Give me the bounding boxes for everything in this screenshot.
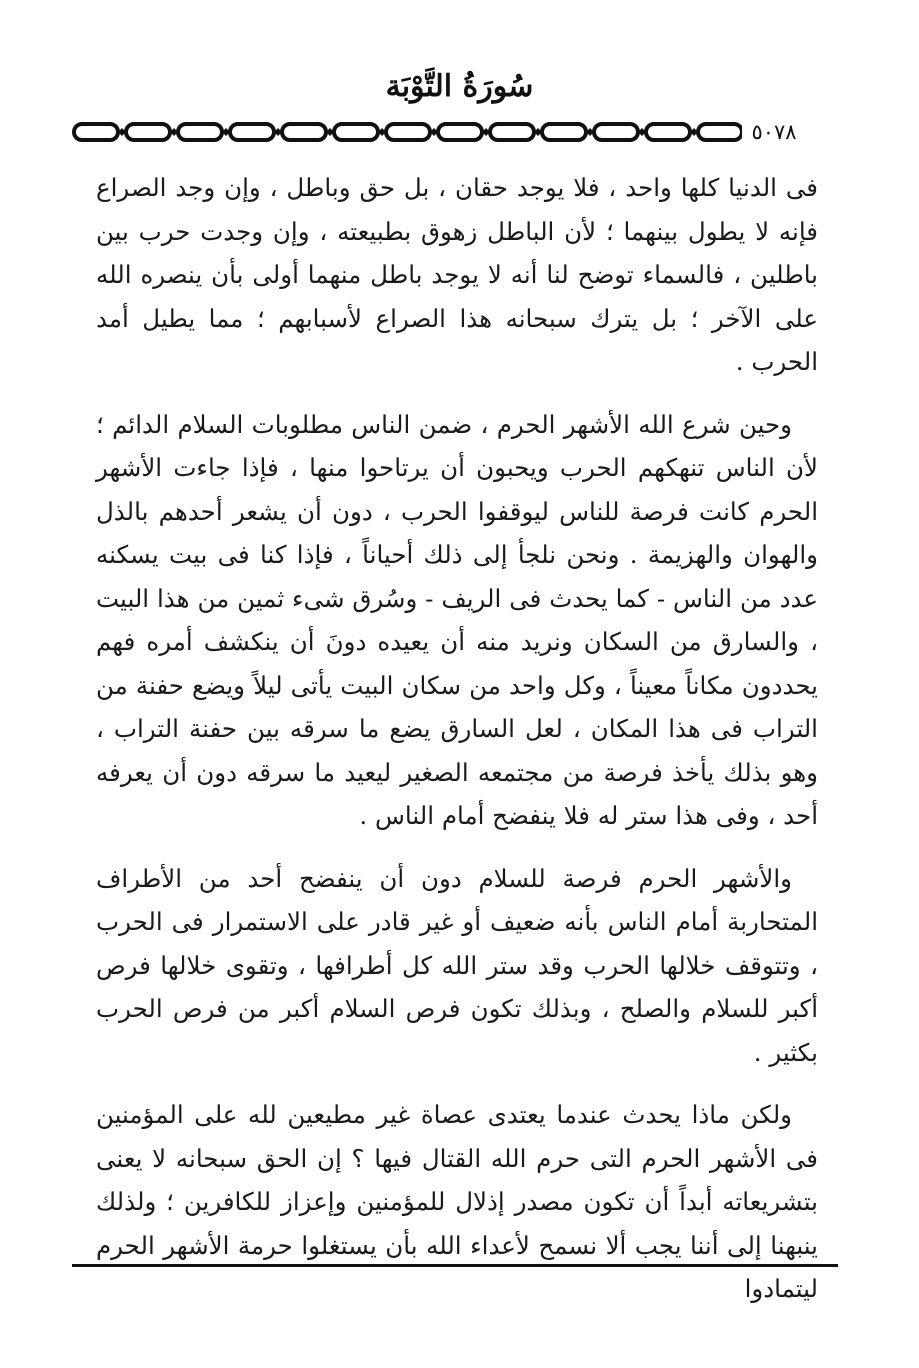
footer-rule: [72, 1264, 838, 1267]
chain-link: [334, 124, 378, 140]
chain-link: [490, 124, 534, 140]
chain-link: [386, 124, 430, 140]
chain-link: [126, 124, 170, 140]
paragraph-1: فى الدنيا كلها واحد ، فلا يوجد حقان ، بل حق وباطل ، وإن وجد الصراع فإنه لا يطول بينهما ؛ لأن الباطل زهوق بطبيعته ، وإن وجدت حرب بين باطلين ، فالسماء توضح لنا أنه لا يوجد باطل منهما أولى بأن ينصره الله على الآخر ؛ بل يترك سبحانه هذا الصراع لأسبابهم ؛ مما يطيل أمد الحرب .: [96, 173, 818, 376]
chain-link: [542, 124, 586, 140]
paragraph-4: ولكن ماذا يحدث عندما يعتدى عصاة غير مطيعين لله على المؤمنين فى الأشهر الحرم التى حرم الله القتال فيها ؟ إن الحق سبحانه لا يعنى بتشريعاته أبداً أن تكون مصدر إذلال للمؤمنين وإعزاز للكافرين ؛ ولذلك ينبهنا إلى أننا يجب ألا نسمح لأعداء الله بأن يستغلوا حرمة الأشهر الحرم ليتمادوا: [96, 1100, 818, 1303]
chain-link: [74, 124, 118, 140]
chain-link: [698, 124, 742, 140]
paragraph-3: والأشهر الحرم فرصة للسلام دون أن ينفضح أحد من الأطراف المتحاربة أمام الناس بأنه ضعيف أو غير قادر على الاستمرار فى الحرب ، وتتوقف خلالها الحرب وقد ستر الله كل أطرافها ، وتقوى خلالها فرص أكبر للسلام والصلح ، وبذلك تكون فرص السلام أكبر من فرص الحرب بكثير .: [96, 863, 818, 1067]
chain-link: [282, 124, 326, 140]
chain-link: [178, 124, 222, 140]
paragraph-2: وحين شرع الله الأشهر الحرم ، ضمن الناس مطلوبات السلام الدائم ؛ لأن الناس تنهكهم الحرب ويحبون أن يرتاحوا منها ، فإذا جاءت الأشهر الحرم كانت فرصة للناس ليوقفوا الحرب ، دون أن يشعر أحدهم بالذل والهوان والهزيمة . ونحن نلجأ إلى ذلك أحياناً ، فإذا كنا فى بيت يسكنه عدد من الناس - كما يحدث فى الريف - وسُرق شىء ثمين من هذا البيت ، والسارق من السكان ونريد منه أن يعيده دونَ أن ينكشف أمره فهم يحددون مكاناً معيناً ، وكل واحد من سكان البيت يأتى ليلاً ويضع حفنة من التراب فى هذا المكان ، لعل السارق يضع ما سرقه بين حفنة التراب ، وهو بذلك يأخذ فرصة من مجتمعه الصغير ليعيد ما سرقه دون أن يعرفه أحد ، وفى هذا ستر له فلا ينفضح أمام الناس .: [96, 409, 818, 830]
chain-link: [646, 124, 690, 140]
page-number: ٥٠٧٨: [742, 118, 806, 146]
chain-link: [438, 124, 482, 140]
chain-link: [230, 124, 274, 140]
chain-link: [594, 124, 638, 140]
ornamental-header-rule: [72, 118, 840, 146]
surah-title: سُورَةُ التَّوْبَة: [385, 69, 534, 104]
page-body: [96, 166, 818, 1330]
